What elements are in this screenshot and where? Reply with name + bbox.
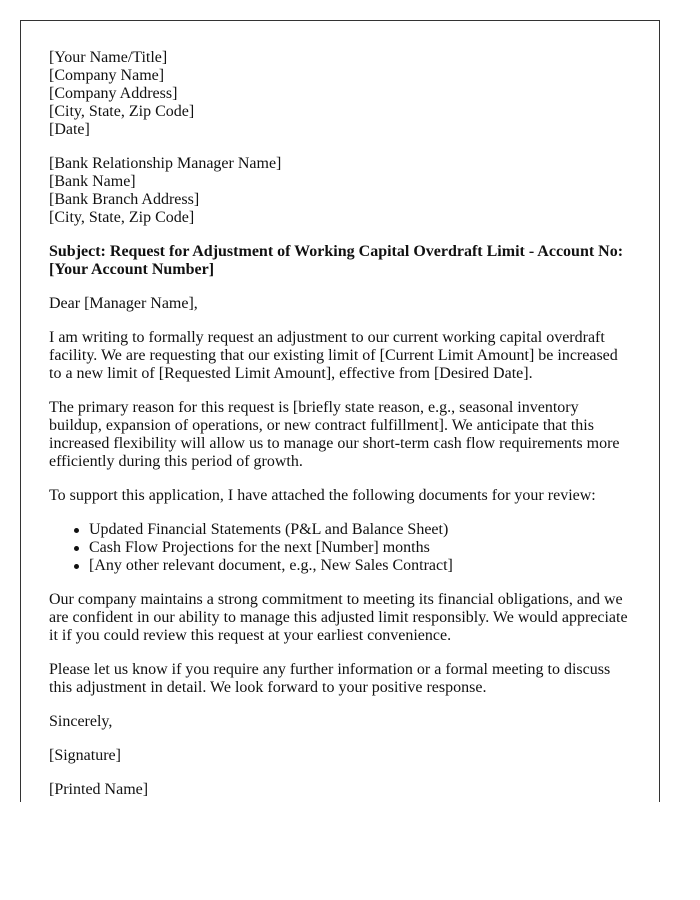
printed-name: [Printed Name] xyxy=(49,781,149,798)
subject-line-1: Subject: Request for Adjustment of Working Capital Overdraft Limit - Account No: xyxy=(49,243,624,260)
list-item xyxy=(89,539,639,557)
paragraph-closing-remarks xyxy=(49,661,639,697)
paragraph-commitment xyxy=(49,591,639,645)
list-item-text: Updated Financial Statements (P&L and Balance Sheet) xyxy=(89,521,449,538)
paragraph-line: Our company maintains a strong commitment to meeting its financial obligations, and we xyxy=(49,591,623,608)
attachments-list xyxy=(49,521,639,575)
bullet-icon xyxy=(74,564,79,569)
sender-company-name: [Company Name] xyxy=(49,67,165,84)
letter-date: [Date] xyxy=(49,121,90,138)
salutation: Dear [Manager Name], xyxy=(49,295,198,312)
paragraph-line: are confident in our ability to manage this adjusted limit responsibly. We would appreciate xyxy=(49,609,628,626)
paragraph-line: it if you could review this request at your earliest convenience. xyxy=(49,627,452,644)
recipient-bank-name: [Bank Name] xyxy=(49,173,136,190)
paragraph-line: this adjustment in detail. We look forward to your positive response. xyxy=(49,679,487,696)
recipient-address-block xyxy=(49,155,639,227)
recipient-city-state-zip: [City, State, Zip Code] xyxy=(49,209,195,226)
paragraph-line: increased flexibility will allow us to manage our short-term cash flow requirements more xyxy=(49,435,620,452)
attachments-intro: To support this application, I have attached the following documents for your review: xyxy=(49,487,596,504)
recipient-manager-name: [Bank Relationship Manager Name] xyxy=(49,155,282,172)
list-item xyxy=(89,557,639,575)
list-item-text: [Any other relevant document, e.g., New Sales Contract] xyxy=(89,557,453,574)
letter-page xyxy=(20,20,660,802)
paragraph-line: buildup, expansion of operations, or new contract fulfillment]. We anticipate that this xyxy=(49,417,594,434)
subject-line xyxy=(49,243,639,279)
bullet-icon xyxy=(74,546,79,551)
sender-company-address: [Company Address] xyxy=(49,85,178,102)
paragraph-line: efficiently during this period of growth. xyxy=(49,453,303,470)
valediction: Sincerely, xyxy=(49,713,113,730)
paragraph-line: to a new limit of [Requested Limit Amount], effective from [Desired Date]. xyxy=(49,365,533,382)
sender-city-state-zip: [City, State, Zip Code] xyxy=(49,103,195,120)
paragraph-request xyxy=(49,329,639,383)
paragraph-line: facility. We are requesting that our existing limit of [Current Limit Amount] be increased xyxy=(49,347,618,364)
signature-placeholder: [Signature] xyxy=(49,747,121,764)
paragraph-reason xyxy=(49,399,639,471)
list-item-text: Cash Flow Projections for the next [Number] months xyxy=(89,539,430,556)
paragraph-line: Please let us know if you require any further information or a formal meeting to discuss xyxy=(49,661,611,678)
recipient-branch-address: [Bank Branch Address] xyxy=(49,191,200,208)
bullet-icon xyxy=(74,528,79,533)
subject-line-2: [Your Account Number] xyxy=(49,261,215,278)
sender-name-title: [Your Name/Title] xyxy=(49,49,168,66)
letter-body xyxy=(49,49,639,802)
paragraph-line: I am writing to formally request an adjustment to our current working capital overdraft xyxy=(49,329,605,346)
paragraph-line: The primary reason for this request is [briefly state reason, e.g., seasonal inventory xyxy=(49,399,579,416)
list-item xyxy=(89,521,639,539)
sender-address-block xyxy=(49,49,639,139)
